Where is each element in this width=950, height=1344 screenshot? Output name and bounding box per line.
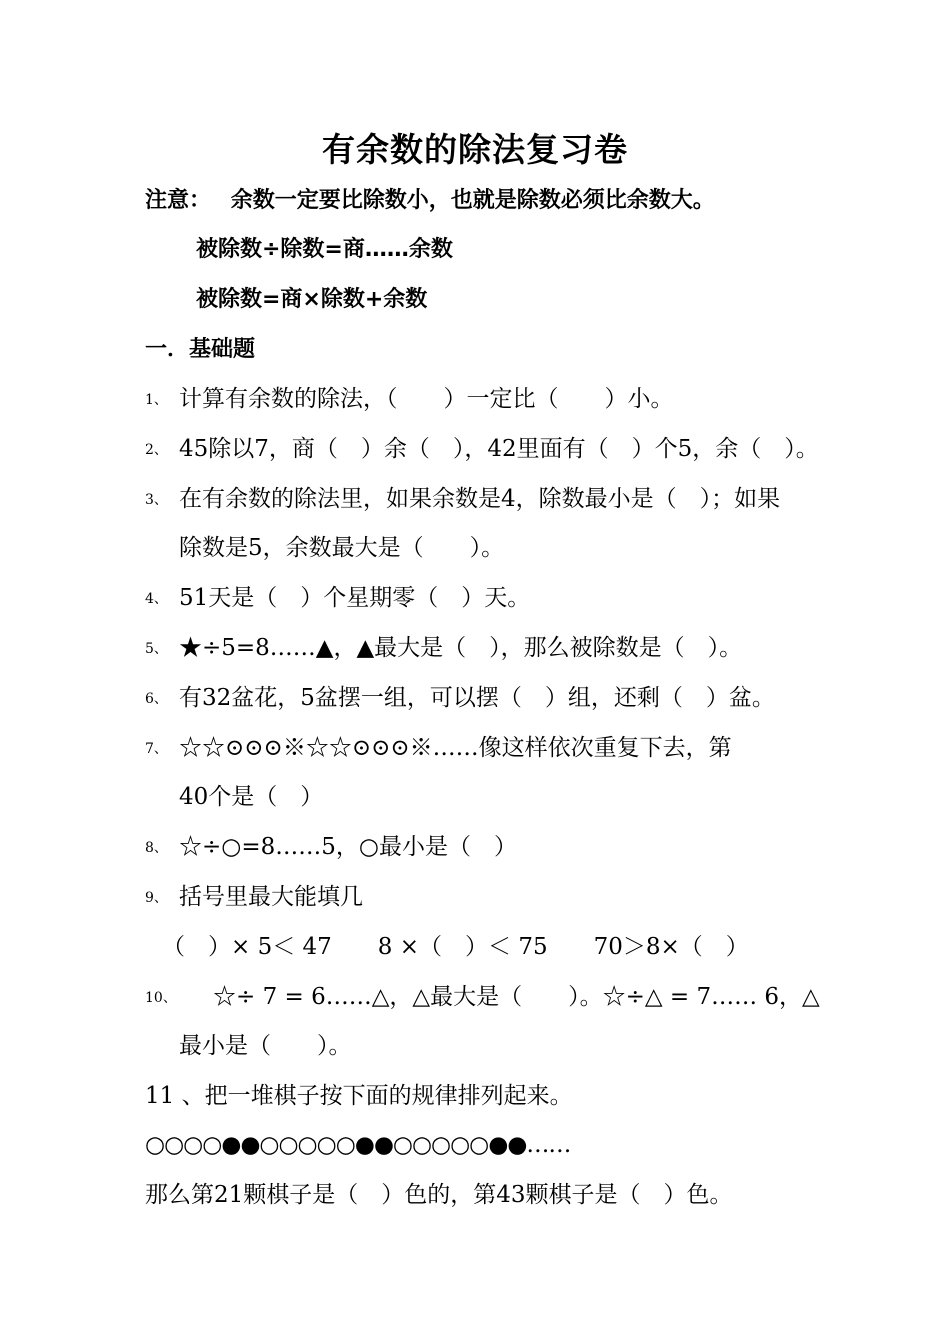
question-4 [145,583,530,614]
question-text: ☆÷○=8……5，○最小是（ ） [179,834,517,860]
chess-pattern: ○○○○●●○○○○○●●○○○○○●●…… [145,1132,571,1158]
question-5 [145,633,742,664]
question-9-blanks: （ ）× 5＜ 47 8 ×（ ）＜ 75 70＞8×（ ） [162,934,749,960]
question-number: 1、 [145,392,168,408]
question-number: 5、 [145,641,168,657]
notice-label: 注意： [145,188,212,213]
question-2 [145,434,819,465]
question-number: 3、 [145,492,168,508]
question-8 [145,832,517,863]
question-text: 51天是（ ）个星期零（ ）天。 [179,585,531,611]
question-7-continued: 40个是（ ） [179,784,324,810]
question-11-ask: 那么第21颗棋子是（ ）色的，第43颗棋子是（ ）色。 [145,1182,733,1208]
question-10-continued: 最小是（ ）。 [179,1033,352,1059]
formula-2: 被除数=商×除数+余数 [196,287,428,312]
question-text: 有32盆花，5盆摆一组，可以摆（ ）组，还剩（ ）盆。 [179,685,775,711]
question-text: 括号里最大能填几 [179,884,363,910]
question-text: ★÷5=8……▲，▲最大是（ ），那么被除数是（ ）。 [179,635,743,661]
notice-line [145,186,715,216]
question-number: 9、 [145,890,168,906]
question-number: 2、 [145,442,168,458]
question-text: 在有余数的除法里，如果余数是4，除数最小是（ ）；如果 [179,486,781,512]
notice-text: 余数一定要比除数小，也就是除数必须比余数大。 [230,188,715,213]
question-number: 10、 [145,990,177,1006]
question-10 [145,982,820,1013]
section-heading: 一．基础题 [145,337,256,362]
question-number: 8、 [145,840,168,856]
question-11: 11 、把一堆棋子按下面的规律排列起来。 [145,1083,573,1109]
question-3 [145,484,780,515]
question-9 [145,882,363,913]
question-7 [145,733,732,764]
question-text: ☆☆⊙⊙⊙※☆☆⊙⊙⊙※……像这样依次重复下去，第 [179,735,732,761]
question-number: 6、 [145,691,168,707]
question-1 [145,384,674,415]
formula-1: 被除数÷除数=商……余数 [196,237,453,262]
question-6 [145,683,775,714]
page-title: 有余数的除法复习卷 [322,130,628,169]
question-text: 计算有余数的除法，（ ）一定比（ ）小。 [179,386,674,412]
question-text: 45除以7，商（ ）余（ ），42里面有（ ）个5，余（ ）。 [179,436,819,462]
question-3-continued: 除数是5，余数最大是（ ）。 [179,535,505,561]
question-number: 4、 [145,591,168,607]
question-text: ☆÷ 7 = 6……△，△最大是（ ）。☆÷△ = 7…… 6，△ [213,984,820,1010]
question-number: 7、 [145,741,168,757]
